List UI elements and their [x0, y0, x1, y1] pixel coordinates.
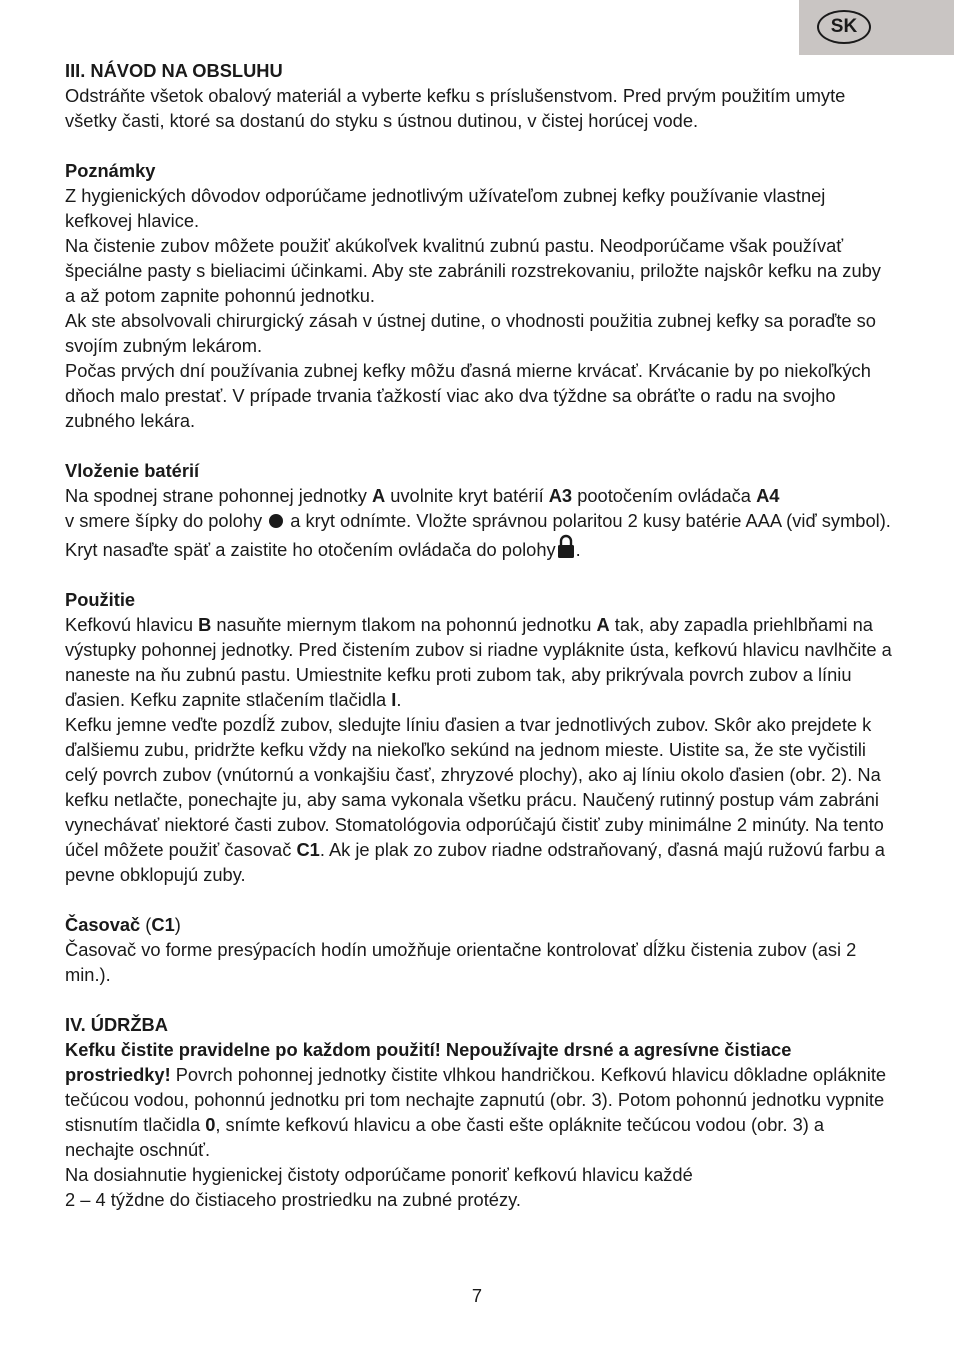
- document-body: [65, 58, 895, 1212]
- language-tab: [799, 0, 954, 55]
- battery-heading: Vloženie batérií: [65, 460, 200, 481]
- notes-paragraph-4: Počas prvých dní používania zubnej kefky môžu ďasná mierne krvácať. Krvácanie by po niekoľkých dňoch malo prestať. V prípade trvania ťažkostí viac ako dva týždne sa obráťte o radu na svojho zubného lekára.: [65, 360, 871, 431]
- language-badge: SK: [817, 10, 871, 44]
- notes-paragraph-3: Ak ste absolvovali chirurgický zásah v ústnej dutine, o vhodnosti použitia zubnej kefky sa poraďte so svojím zubným lekárom.: [65, 310, 876, 356]
- section-title-operation: III. NÁVOD NA OBSLUHU: [65, 60, 283, 81]
- battery-paragraph: Na spodnej strane pohonnej jednotky A uvolnite kryt batérií A3 pootočením ovládača A4 v smere šípky do polohy a kryt odnímte. Vložte správnou polaritou 2 kusy batérie AAA (viď symbol). Kryt nasaďte späť a zaistite ho otočením ovládača do polohy .: [65, 485, 891, 560]
- notes-paragraph-2: Na čistenie zubov môžete použiť akúkoľvek kvalitnú zubnú pastu. Neodporúčame však používať špeciálne pasty s bieliacimi účinkami. Aby ste zabránili rozstrekovaniu, priložte najskôr kefku na zuby a až potom zapnite pohonnú jednotku.: [65, 235, 881, 306]
- usage-paragraph-1: Kefkovú hlavicu B nasuňte miernym tlakom na pohonnú jednotku A tak, aby zapadla priehlbňami na výstupky pohonnej jednotky. Pred čistením zubov si riadne vypláknite ústa, kefkovú hlavicu navlhčite a naneste na ňu zubnú pastu. Umiestnite kefku proti zubom tak, aby prikrývala povrch zubov a líniu ďasien. Kefku zapnite stlačením tlačidla I.: [65, 614, 892, 710]
- timer-paragraph: Časovač vo forme presýpacích hodín umožňuje orientačne kontrolovať dĺžku čistenia zubov (asi 2 min.).: [65, 939, 857, 985]
- timer-heading: Časovač (C1): [65, 914, 181, 935]
- maintenance-paragraph-2: Na dosiahnutie hygienickej čistoty odporúčame ponoriť kefkovú hlavicu každé 2 – 4 týždne do čistiaceho prostriedku na zubné protézy.: [65, 1164, 693, 1210]
- page-number: 7: [471, 1285, 483, 1306]
- lock-icon: [556, 533, 576, 559]
- operation-intro: Odstráňte všetok obalový materiál a vyberte kefku s príslušenstvom. Pred prvým použitím umyte všetky časti, ktoré sa dostanú do styku s ústnou dutinou, v čistej horúcej vode.: [65, 85, 846, 131]
- section-title-maintenance: IV. ÚDRŽBA: [65, 1014, 168, 1035]
- notes-heading: Poznámky: [65, 160, 156, 181]
- dot-position-icon: [269, 514, 283, 528]
- usage-paragraph-2: Kefku jemne veďte pozdĺž zubov, sledujte líniu ďasien a tvar jednotlivých zubov. Skôr ako prejdete k ďalšiemu zubu, pridržte kefku vždy na niekoľko sekúnd na jednom mieste. Uistite sa, že ste vyčistili celý povrch zubov (vnútornú a vonkajšiu časť, zhryzové plochy), ako aj líniu okolo ďasien (obr. 2). Na kefku netlačte, ponechajte ju, aby sama vykonala všetku prácu. Naučený rutinný postup vám zabráni vynechávať niektoré časti zubov. Stomatológovia odporúčajú čistiť zuby minimálne 2 minúty. Na tento účel môžete použiť časovač C1. Ak je plak zo zubov riadne odstraňovaný, ďasná majú ružovú farbu a pevne obklopujú zuby.: [65, 714, 885, 885]
- notes-paragraph-1: Z hygienických dôvodov odporúčame jednotlivým užívateľom zubnej kefky používanie vlastnej kefkovej hlavice.: [65, 185, 826, 231]
- usage-heading: Použitie: [65, 589, 136, 610]
- maintenance-paragraph-1: Kefku čistite pravidelne po každom použití! Nepoužívajte drsné a agresívne čistiace prostriedky! Povrch pohonnej jednotky čistite vlhkou handričkou. Kefkovú hlavicu dôkladne opláknite tečúcou vodou, pohonnú jednotku pri tom nechajte zapnutú (obr. 3). Potom pohonnú jednotku vypnite stisnutím tlačidla 0, snímte kefkovú hlavicu a obe časti ešte opláknite tečúcou vodou (obr. 3) a nechajte oschnúť.: [65, 1039, 887, 1160]
